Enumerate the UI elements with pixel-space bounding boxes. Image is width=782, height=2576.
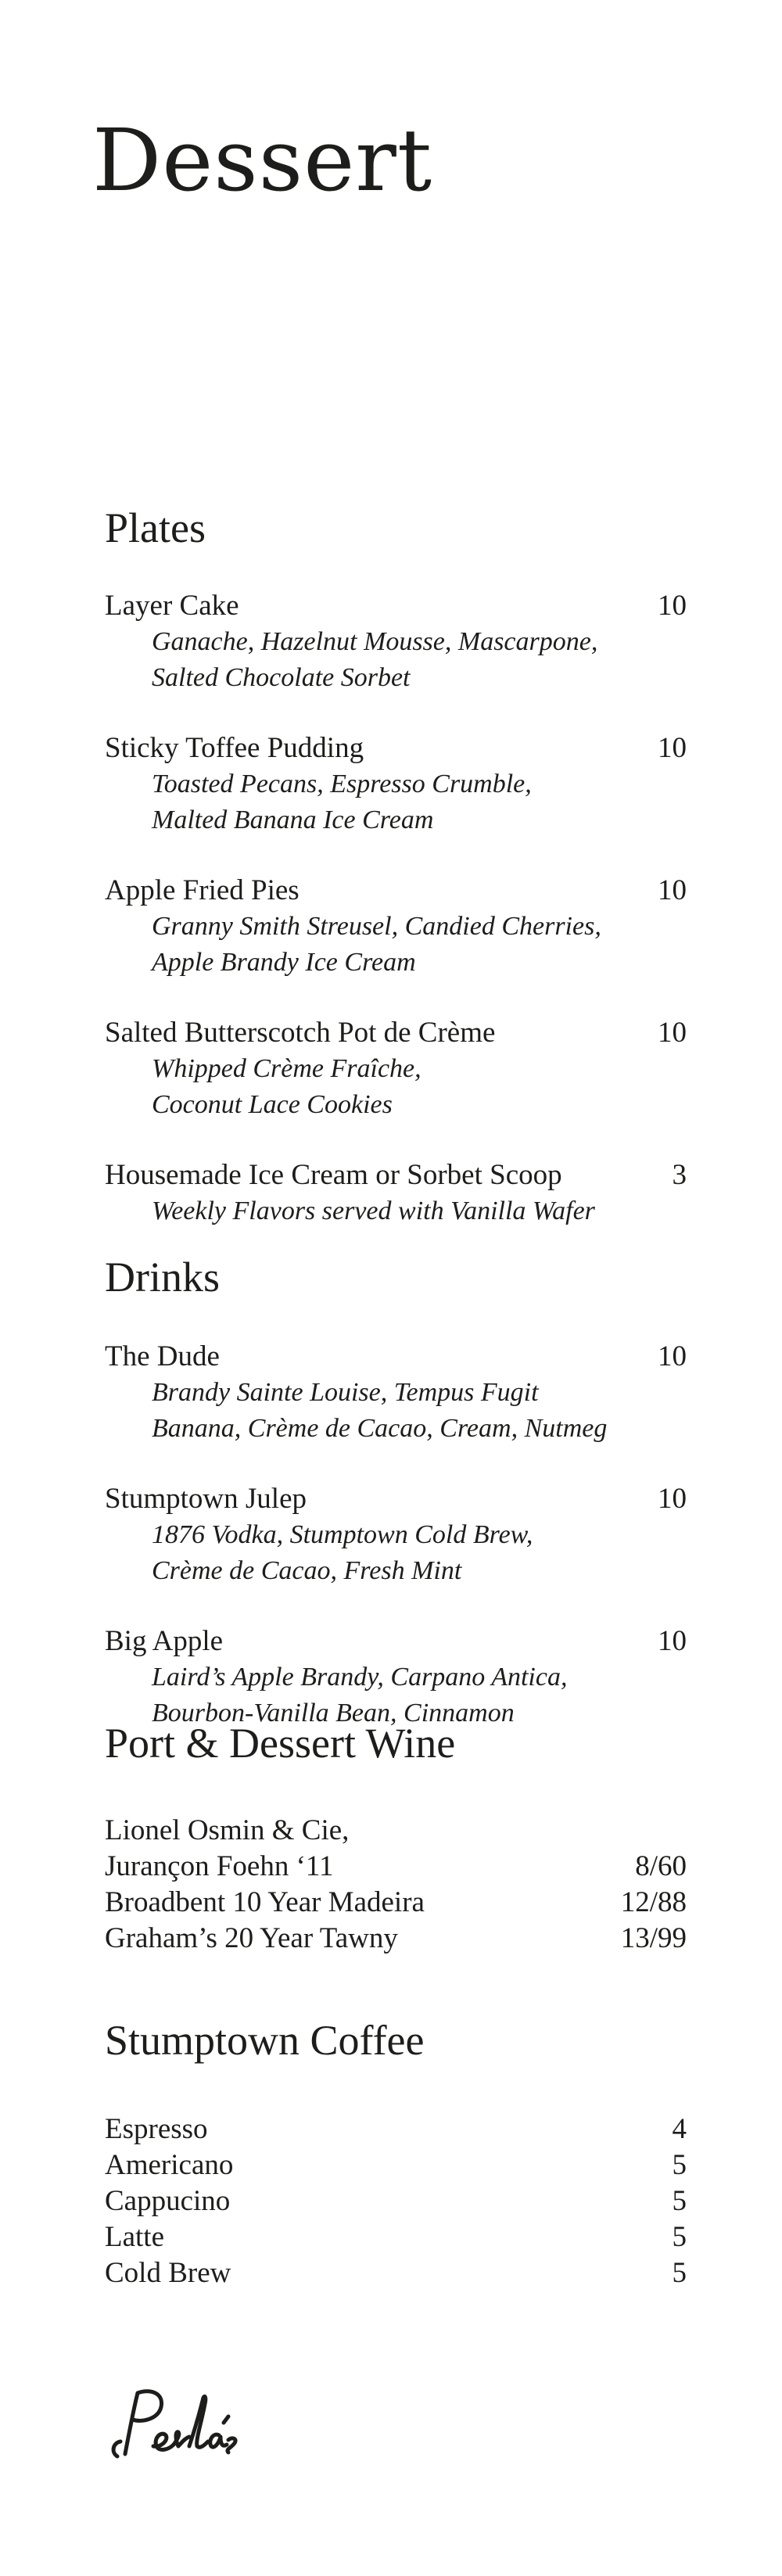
item-price: 10: [658, 874, 687, 906]
item-price: 10: [658, 1017, 687, 1049]
description-line: Toasted Pecans, Espresso Crumble,: [152, 770, 532, 798]
description-line: Brandy Sainte Louise, Tempus Fugit: [152, 1378, 539, 1407]
menu-item-name-row: [105, 1481, 687, 1517]
description-line: Granny Smith Streusel, Candied Cherries,: [152, 912, 601, 941]
item-name: Cappucino: [105, 2185, 231, 2217]
item-price: 13/99: [620, 1922, 687, 1954]
item-name: Cold Brew: [105, 2257, 231, 2289]
description-line: Bourbon-Vanilla Bean, Cinnamon: [152, 1699, 515, 1727]
item-name: Layer Cake: [105, 590, 239, 622]
description-line: Ganache, Hazelnut Mousse, Mascarpone,: [152, 627, 598, 656]
item-name: Salted Butterscotch Pot de Crème: [105, 1017, 496, 1049]
coffee-item-row: [105, 2219, 687, 2255]
item-name: Jurançon Foehn ‘11: [105, 1850, 334, 1882]
item-price: 10: [658, 1483, 687, 1515]
item-description: [152, 1193, 699, 1229]
page-title: Dessert: [92, 110, 433, 210]
wine-producer-line: Lionel Osmin & Cie,: [105, 1814, 350, 1846]
item-name: Espresso: [105, 2113, 208, 2145]
item-price: 5: [672, 2221, 687, 2253]
description-line: Malted Banana Ice Cream: [152, 805, 434, 834]
item-description: [152, 909, 699, 981]
item-price: 10: [658, 1625, 687, 1657]
item-name: Latte: [105, 2221, 165, 2253]
item-name: Apple Fried Pies: [105, 874, 300, 906]
wine-item-row: [105, 1849, 687, 1885]
coffee-item-row: [105, 2111, 687, 2147]
item-price: 5: [672, 2185, 687, 2217]
item-price: 10: [658, 1340, 687, 1372]
coffee-item-row: [105, 2255, 687, 2291]
menu-item-name-row: [105, 1157, 687, 1193]
item-description: [152, 1517, 699, 1589]
menu-item-name-row: [105, 588, 687, 624]
description-line: Laird’s Apple Brandy, Carpano Antica,: [152, 1663, 568, 1692]
menu-item-name-row: [105, 1623, 687, 1659]
description-line: Crème de Cacao, Fresh Mint: [152, 1556, 462, 1585]
item-price: 10: [658, 732, 687, 764]
item-description: [152, 1051, 699, 1123]
item-price: 4: [672, 2113, 687, 2145]
item-name: Big Apple: [105, 1625, 224, 1657]
coffee-item-row: [105, 2147, 687, 2183]
item-name: Housemade Ice Cream or Sorbet Scoop: [105, 1159, 562, 1191]
description-line: 1876 Vodka, Stumptown Cold Brew,: [152, 1520, 533, 1549]
item-price: 10: [658, 590, 687, 622]
description-line: Coconut Lace Cookies: [152, 1090, 393, 1119]
item-price: 5: [672, 2149, 687, 2181]
item-description: [152, 624, 699, 696]
wine-item-row: [105, 1885, 687, 1921]
item-name: Sticky Toffee Pudding: [105, 732, 364, 764]
item-price: 5: [672, 2257, 687, 2289]
description-line: Weekly Flavors served with Vanilla Wafer: [152, 1197, 595, 1225]
item-price: 8/60: [635, 1850, 687, 1882]
section-title-coffee: Stumptown Coffee: [105, 2017, 425, 2064]
description-line: Whipped Crème Fraîche,: [152, 1054, 421, 1083]
menu-item-name-row: [105, 873, 687, 909]
section-title-drinks: Drinks: [105, 1254, 220, 1301]
menu-item-name-row: [105, 1339, 687, 1375]
wine-item-row: [105, 1921, 687, 1957]
menu-item-name-row: [105, 730, 687, 766]
section-title-wine: Port & Dessert Wine: [105, 1720, 456, 1767]
item-description: [152, 766, 699, 838]
description-line: Apple Brandy Ice Cream: [152, 948, 416, 977]
description-line: Salted Chocolate Sorbet: [152, 663, 411, 692]
perlas-logo: [103, 2382, 244, 2468]
menu-item-name-row: [105, 1015, 687, 1051]
item-name: Graham’s 20 Year Tawny: [105, 1922, 398, 1954]
section-title-plates: Plates: [105, 504, 206, 551]
item-name: The Dude: [105, 1340, 220, 1372]
item-price: 3: [672, 1159, 687, 1191]
item-price: 12/88: [620, 1886, 687, 1918]
coffee-item-row: [105, 2183, 687, 2219]
item-name: Americano: [105, 2149, 234, 2181]
item-description: [152, 1375, 699, 1447]
description-line: Banana, Crème de Cacao, Cream, Nutmeg: [152, 1414, 608, 1443]
item-name: Stumptown Julep: [105, 1483, 307, 1515]
item-name: Broadbent 10 Year Madeira: [105, 1886, 425, 1918]
